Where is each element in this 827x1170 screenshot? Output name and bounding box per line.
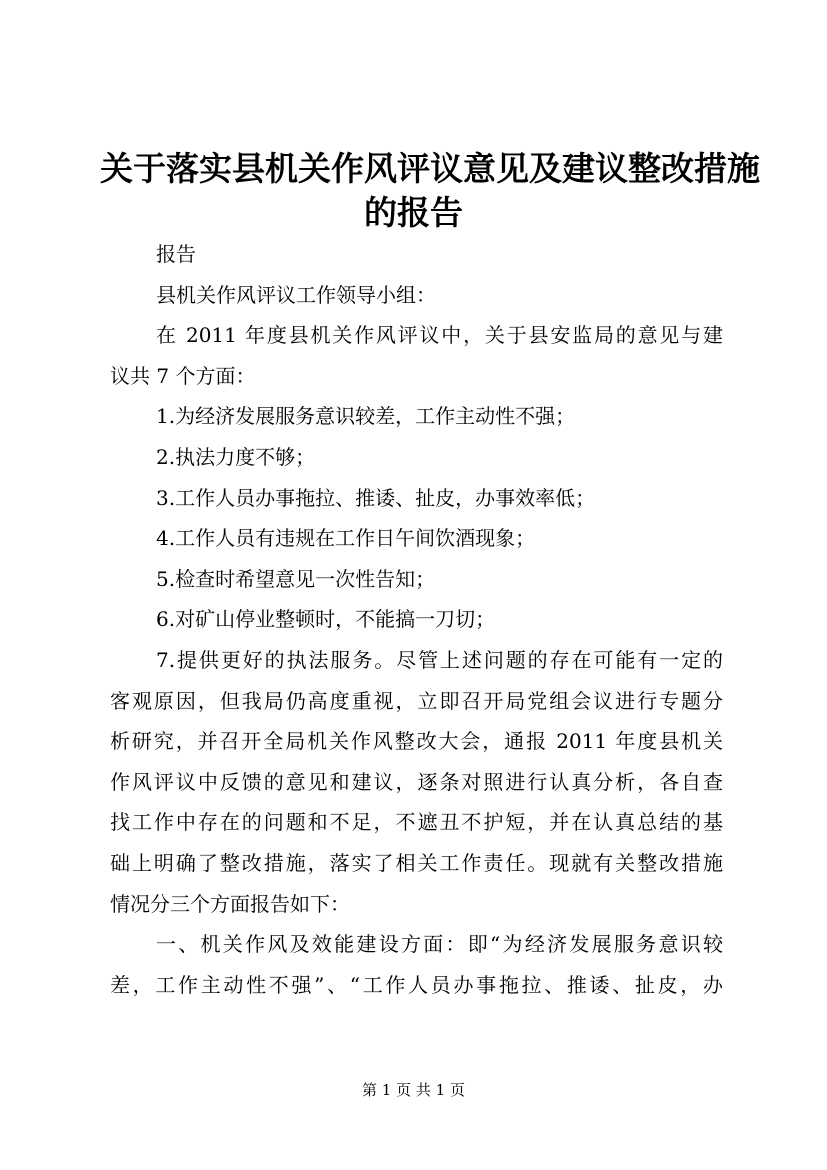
body-line: 5.检查时希望意见一次性告知；: [156, 566, 436, 591]
document-body: [110, 234, 723, 1005]
body-line: 一、机关作风及效能建设方面：即“为经济发展服务意识较: [156, 932, 723, 957]
body-line: 作风评议中反馈的意见和建议，逐条对照进行认真分析，各自查: [110, 769, 723, 794]
body-line: 1.为经济发展服务意识较差，工作主动性不强；: [156, 404, 576, 429]
body-line: 析研究，并召开全局机关作风整改大会，通报 2011 年度县机关: [110, 729, 723, 754]
body-line: 4.工作人员有违规在工作日午间饮酒现象；: [156, 526, 536, 551]
body-line: 础上明确了整改措施，落实了相关工作责任。现就有关整改措施: [110, 850, 723, 875]
document-title-line-1: 关于落实县机关作风评议意见及建议整改措施: [100, 149, 760, 188]
body-line: 3.工作人员办事拖拉、推诿、扯皮，办事效率低；: [156, 485, 596, 510]
document-title-line-2: 的报告: [364, 193, 463, 232]
body-line: 找工作中存在的问题和不足，不遮丑不护短，并在认真总结的基: [110, 810, 723, 835]
page-footer: 第 1 页 共 1 页: [362, 1081, 465, 1099]
body-line: 差，工作主动性不强”、“工作人员办事拖拉、推诿、扯皮，办: [110, 972, 723, 997]
body-line: 报告: [156, 242, 196, 266]
body-line: 议共 7 个方面：: [110, 363, 256, 388]
body-line: 2.执法力度不够；: [156, 444, 316, 469]
body-line: 客观原因，但我局仍高度重视，立即召开局党组会议进行专题分: [110, 688, 723, 713]
body-line: 7.提供更好的执法服务。尽管上述问题的存在可能有一定的: [156, 647, 723, 672]
body-line: 6.对矿山停业整顿时，不能搞一刀切；: [156, 607, 496, 632]
body-line: 情况分三个方面报告如下：: [110, 891, 350, 916]
body-line: 县机关作风评议工作领导小组：: [156, 282, 436, 307]
body-line: 在 2011 年度县机关作风评议中，关于县安监局的意见与建: [156, 323, 723, 348]
